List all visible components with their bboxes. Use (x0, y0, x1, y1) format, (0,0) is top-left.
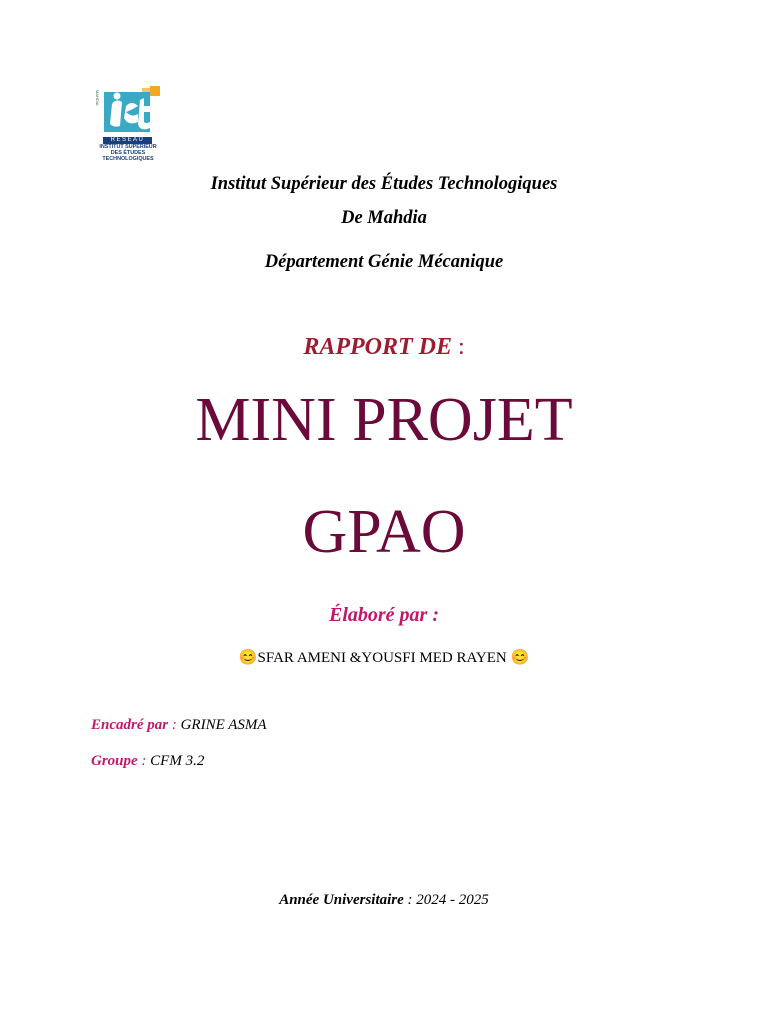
academic-year (0, 892, 768, 909)
group-separator: : (137, 753, 151, 769)
academic-year-value: 2024 - 2025 (416, 892, 489, 908)
authors-names: 😊SFAR AMENI &YOUSFI MED RAYEN 😊 (238, 650, 530, 666)
institute-city: De Mahdia (341, 208, 427, 228)
department-name: Département Génie Mécanique (264, 252, 504, 272)
academic-year-separator: : (403, 892, 417, 908)
authors-label: Élaboré par : (329, 604, 439, 626)
supervisor-label: Encadré par (91, 717, 169, 733)
institute-name: Institut Supérieur des Études Technologiques (210, 174, 558, 194)
logo-line3: TECHNOLOGIQUES (102, 156, 154, 162)
logo-reseau: RESEAU (103, 137, 152, 144)
academic-year-label: Année Universitaire (279, 892, 404, 908)
supervisor-separator: : (168, 717, 181, 733)
logo-line1: INSTITUT SUPÉRIEUR (99, 144, 157, 150)
group-value: CFM 3.2 (150, 753, 205, 769)
logo-side-text: MAHDIA (95, 90, 100, 106)
supervisor-name: GRINE ASMA (180, 717, 267, 733)
supervisor-line (91, 717, 267, 734)
project-subtitle: GPAO (302, 498, 466, 566)
report-colon: : (452, 334, 465, 360)
iset-logo (92, 84, 164, 164)
report-label: RAPPORT DE (303, 334, 452, 360)
project-title: MINI PROJET (195, 386, 573, 454)
logo-line2: DES ÉTUDES (110, 150, 146, 156)
group-line (91, 753, 204, 770)
iset-logo-icon (92, 84, 164, 136)
report-heading (0, 334, 768, 361)
group-label: Groupe (91, 753, 138, 769)
